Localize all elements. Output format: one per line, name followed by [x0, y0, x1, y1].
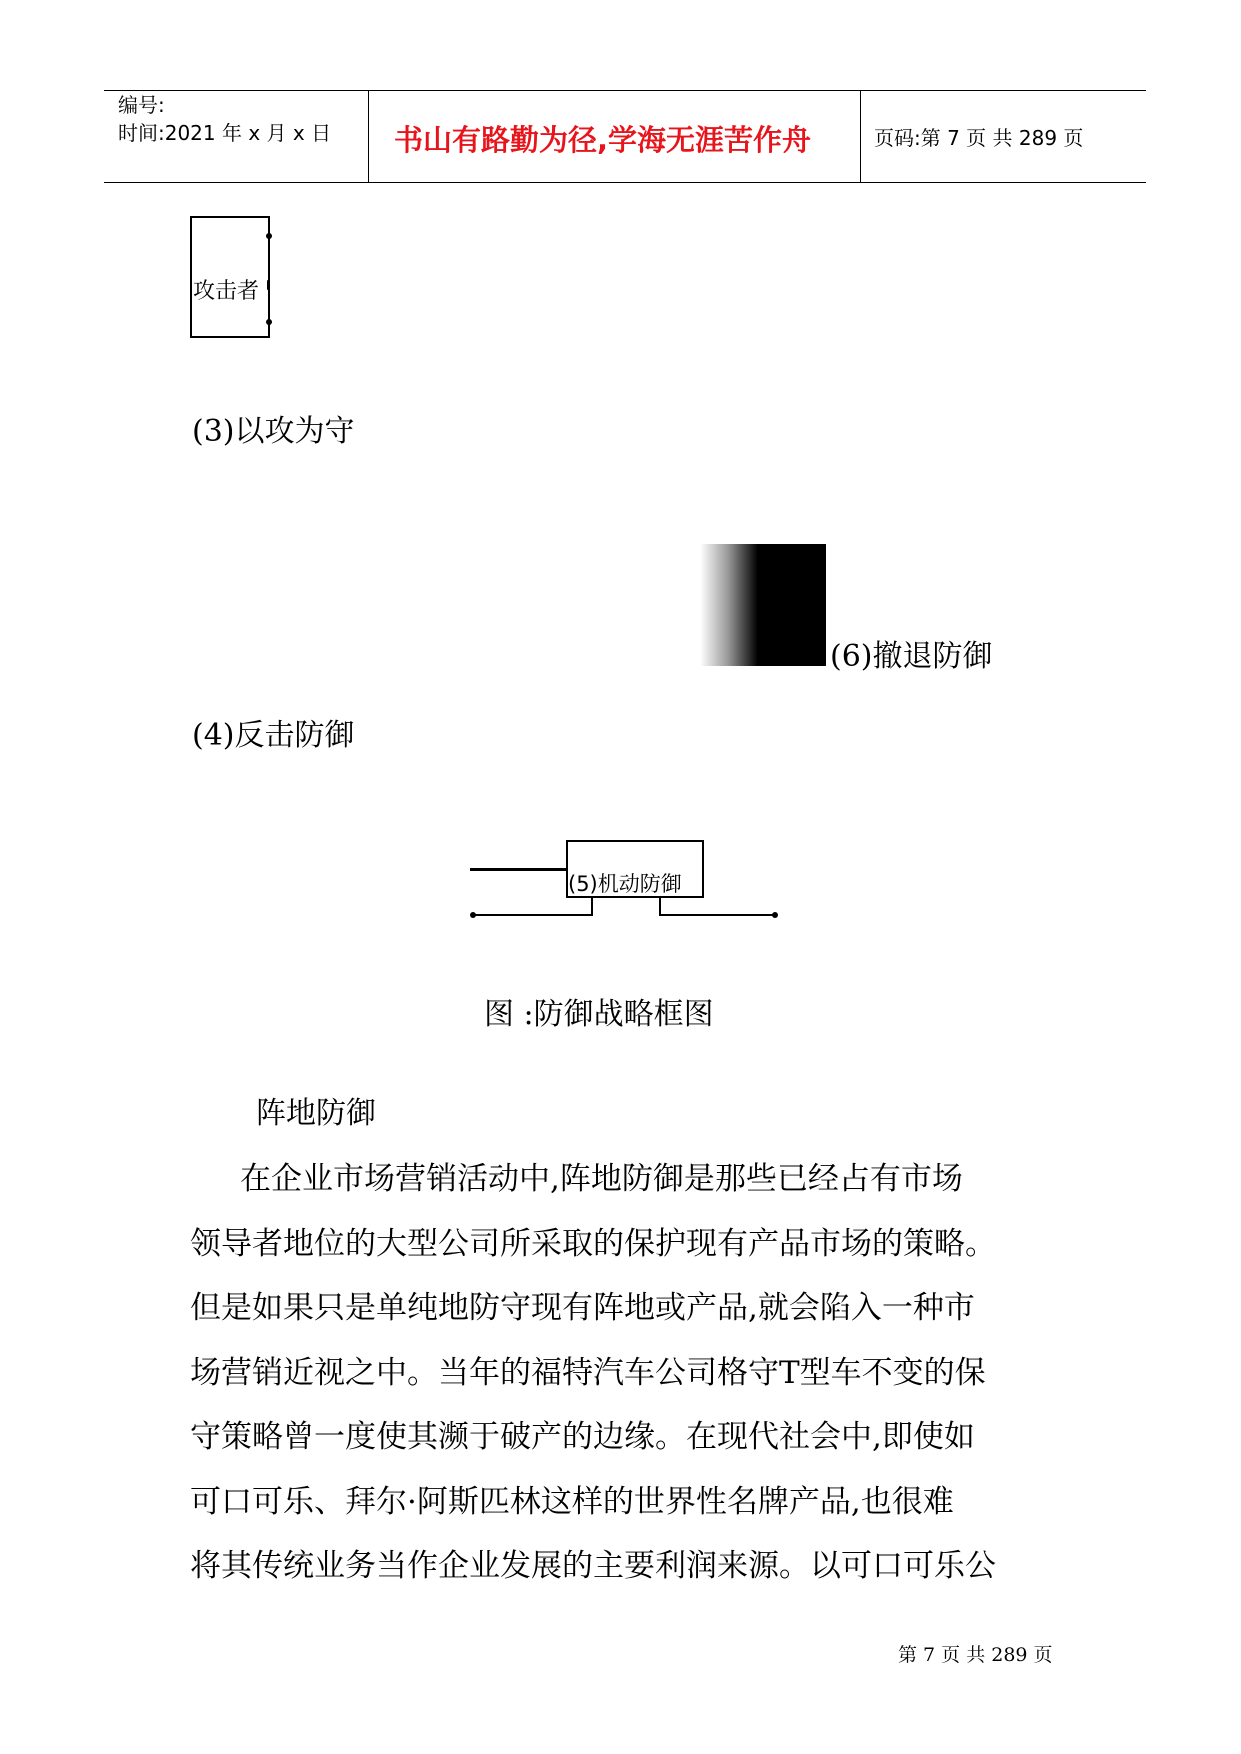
figure-caption: 图 :防御战略框图: [484, 997, 714, 1032]
page-code: 页码:第 7 页 共 289 页: [874, 126, 1084, 150]
header-divider-right: [860, 90, 861, 182]
paragraph-line: 领导者地位的大型公司所采取的保护现有产品市场的策略。: [190, 1225, 996, 1262]
paragraph-line: 但是如果只是单纯地防守现有阵地或产品,就会陷入一种市: [190, 1290, 975, 1326]
preemptive-defense-label: (3)以攻为守: [192, 414, 355, 449]
paragraph-line: 在企业市场营销活动中,阵地防御是那些已经占有市场: [240, 1161, 963, 1197]
mobile-left-branch: [475, 914, 593, 916]
attacker-connector-mid: [267, 280, 270, 290]
motto: 书山有路勤为径,学海无涯苦作舟: [394, 123, 812, 157]
header-top-rule: [104, 90, 1146, 91]
header-bottom-rule: [104, 182, 1146, 183]
attacker-connector-top: [266, 233, 272, 239]
header-divider-left: [368, 90, 369, 182]
counter-defense-label: (4)反击防御: [192, 718, 355, 753]
paragraph-line: 守策略曾一度使其濒于破产的边缘。在现代社会中,即使如: [190, 1419, 975, 1455]
attacker-connector-bottom: [266, 319, 272, 325]
date-label: 时间:2021 年 x 月 x 日: [118, 121, 332, 145]
footer-page-info: 第 7 页 共 289 页: [898, 1644, 1053, 1666]
mobile-input-line: [470, 868, 566, 871]
mobile-left-arrowhead: [470, 912, 476, 918]
paragraph-line: 可口可乐、拜尔·阿斯匹林这样的世界性名牌产品,也很难: [190, 1483, 954, 1520]
serial-number-label: 编号:: [118, 93, 165, 117]
paragraph-line: 场营销近视之中。当年的福特汽车公司格守T型车不变的保: [190, 1354, 986, 1391]
section-heading: 阵地防御: [256, 1096, 376, 1131]
mobile-right-arrowhead: [772, 912, 778, 918]
retreat-defense-label: (6)撤退防御: [830, 639, 993, 674]
mobile-defense-label: (5)机动防御: [568, 872, 682, 896]
section-paragraph: [190, 1147, 1110, 1599]
attacker-label: 攻击者: [193, 279, 260, 304]
paragraph-line: 将其传统业务当作企业发展的主要利润来源。以可口可乐公: [190, 1548, 996, 1584]
retreat-gradient-block: [700, 544, 826, 666]
mobile-right-branch: [659, 914, 774, 916]
